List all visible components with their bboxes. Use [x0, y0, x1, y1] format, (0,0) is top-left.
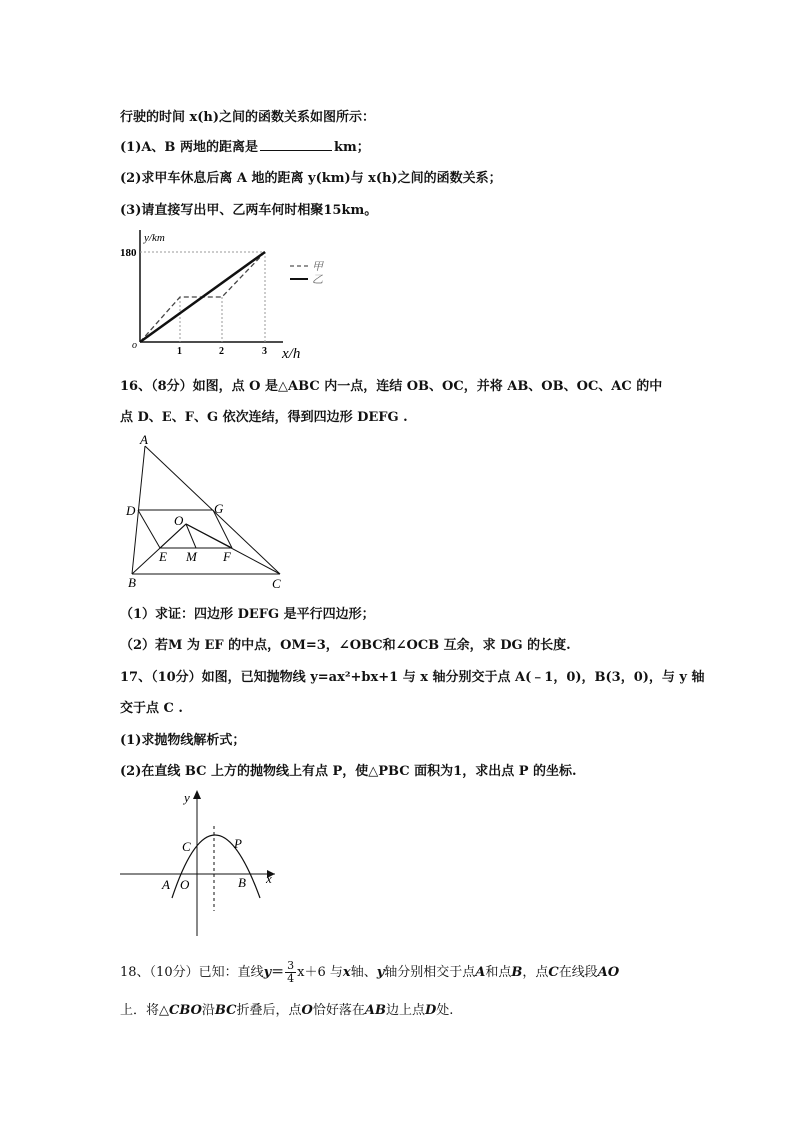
question-16-part-2: （2）若M 为 EF 的中点，OM=3，∠OBC和∠OCB 互余，求 DG 的长度.	[120, 638, 571, 653]
legend-jia-label: 甲	[312, 260, 323, 273]
q18-and-text: 和点	[485, 965, 512, 980]
q18-point-c: C	[548, 965, 559, 980]
q18-segment-ao: AO	[597, 965, 620, 980]
segment-of	[186, 524, 232, 548]
question-18-line-2	[120, 999, 453, 1018]
q18-fraction-denominator: 4	[287, 972, 295, 985]
q18-axis-text: 轴、	[350, 965, 377, 980]
question-part-2: (2)求甲车休息后离 A 地的距离 y(km)与 x(h)之间的函数关系；	[120, 171, 502, 186]
label-y: y	[184, 790, 190, 805]
q18-on-segment-text: 在线段	[558, 965, 598, 980]
question-16-line-2: 点 D、E、F、G 依次连结，得到四边形 DEFG .	[120, 410, 408, 425]
q18-segment-ab: AB	[364, 1003, 386, 1018]
q18-prefix: 18、（10分）已知：直线	[120, 965, 264, 980]
q18-x-axis-var: x	[342, 965, 351, 980]
label-c: C	[182, 839, 191, 854]
q18-expr-tail: x＋6 与	[297, 965, 343, 980]
q18-point-b: B	[511, 965, 523, 980]
question-17-part-2: (2)在直线 BC 上方的抛物线上有点 P，使△PBC 面积为1，求出点 P 的坐标.	[120, 764, 577, 779]
q18-fraction-numerator: 3	[287, 959, 295, 972]
q18-point-d: D	[424, 1003, 437, 1018]
question-part-1	[120, 136, 370, 155]
question-16-line-1: 16、（8分）如图，点 O 是△ABC 内一点，连结 OB、OC，并将 AB、OB、OC、AC 的中	[120, 379, 663, 394]
label-o: O	[174, 513, 184, 528]
label-d: D	[126, 503, 136, 518]
label-x: x	[266, 871, 272, 886]
q18-intersect-text: 轴分别相交于点	[384, 965, 476, 980]
y-axis-label: y/km	[144, 232, 165, 244]
q18-equals: ＝	[271, 965, 285, 980]
legend-yi-label: 乙	[312, 273, 323, 286]
question-17-part-1: (1)求抛物线解析式；	[120, 733, 246, 748]
label-o: O	[180, 877, 190, 892]
label-g: G	[214, 501, 224, 516]
label-f: F	[223, 549, 231, 564]
q18-line2-prefix: 上．将△	[120, 1003, 169, 1018]
q18-along-text: 沿	[201, 1003, 215, 1018]
question-part-3: (3)请直接写出甲、乙两车何时相聚15km。	[120, 203, 378, 218]
q18-point-a: A	[475, 965, 486, 980]
answer-blank[interactable]	[260, 138, 332, 151]
q18-falls-text: 恰好落在	[312, 1003, 365, 1018]
q18-edge-text: 边上点	[385, 1003, 425, 1018]
q18-triangle-cbo: CBO	[169, 1003, 202, 1018]
question-17-line-2: 交于点 C .	[120, 701, 183, 716]
x-axis-label: x/h	[282, 346, 301, 362]
label-e: E	[159, 549, 167, 564]
label-b: B	[238, 875, 246, 890]
label-c: C	[272, 576, 281, 591]
parabola-figure	[118, 786, 288, 940]
x-tick-2: 2	[219, 346, 224, 357]
question-18-line-1	[120, 960, 619, 985]
label-a: A	[140, 432, 148, 447]
q18-fraction	[285, 960, 296, 985]
label-p: P	[234, 836, 242, 851]
q18-end-text: 处.	[436, 1003, 454, 1018]
series-yi	[140, 252, 265, 342]
q18-fold-text: 折叠后，点	[236, 1003, 302, 1018]
triangle-figure	[120, 430, 290, 592]
intro-line: 行驶的时间 x(h)之间的函数关系如图所示：	[120, 110, 376, 125]
segment-de	[138, 510, 160, 548]
q18-point-text: ，点	[522, 965, 549, 980]
origin-label: o	[132, 340, 137, 351]
y-tick-180: 180	[120, 247, 137, 259]
question-17-line-1: 17、（10分）如图，已知抛物线 y=ax²+bx+1 与 x 轴分别交于点 A(﹣1，0)，B(3，0)，与 y 轴	[120, 670, 705, 685]
label-a: A	[162, 877, 170, 892]
label-b: B	[128, 575, 136, 590]
q18-y-axis-var: y	[376, 965, 385, 980]
segment-om	[186, 524, 196, 548]
y-axis-arrow	[193, 790, 201, 799]
label-m: M	[186, 549, 197, 564]
q18-segment-bc: BC	[214, 1003, 237, 1018]
question-part-1-unit: km；	[333, 140, 370, 155]
x-tick-3: 3	[262, 346, 267, 357]
distance-time-graph	[118, 226, 348, 362]
q18-var-y: y	[263, 965, 272, 980]
question-part-1-text: (1)A、B 两地的距离是	[120, 140, 258, 155]
q18-point-o: O	[301, 1003, 313, 1018]
question-16-part-1: （1）求证：四边形 DEFG 是平行四边形；	[120, 607, 375, 622]
x-tick-1: 1	[177, 346, 182, 357]
